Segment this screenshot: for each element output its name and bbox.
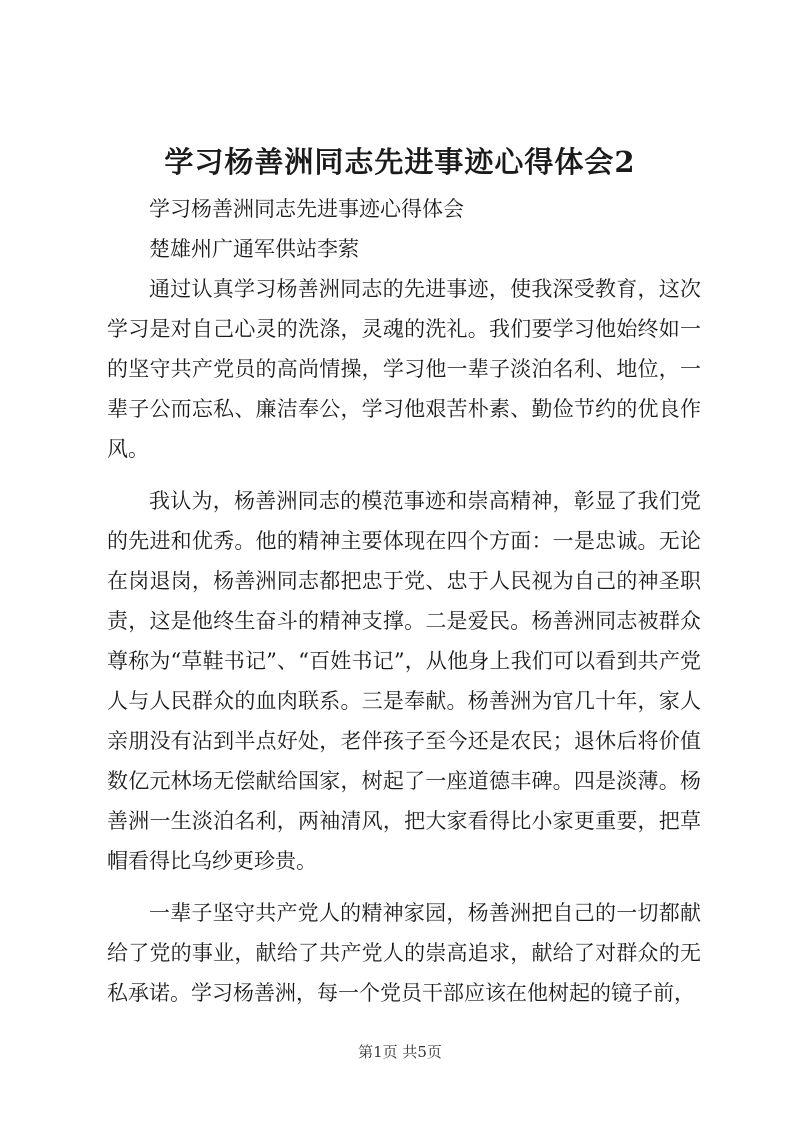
paragraph-3: 一辈子坚守共产党人的精神家园，杨善洲把自己的一切都献给了党的事业，献给了共产党人的崇高追求，献给了对群众的无私承诺。学习杨善洲，每一个党员干部应该在他树起的镜子前， (107, 901, 701, 1005)
subtitle-line: 学习杨善洲同志先进事迹心得体会 (149, 197, 464, 221)
document-body (107, 189, 701, 1013)
paragraph-2: 我认为，杨善洲同志的模范事迹和崇高精神，彰显了我们党的先进和优秀。他的精神主要体现在四个方面：一是忠诚。无论在岗退岗，杨善洲同志都把忠于党、忠于人民视为自己的神圣职责，这是他终生奋斗的精神支撑。二是爱民。杨善洲同志被群众尊称为“草鞋书记”、“百姓书记”，从他身上我们可以看到共产党人与人民群众的血肉联系。三是奉献。杨善洲为官几十年，家人亲朋没有沾到半点好处，老伴孩子至今还是农民；退休后将价值数亿元林场无偿献给国家，树起了一座道德丰碑。四是淡薄。杨善洲一生淡泊名利，两袖清风，把大家看得比小家更重要，把草帽看得比乌纱更珍贵。 (107, 489, 701, 873)
page-footer: 第1页 共5页 (358, 1043, 442, 1061)
document-title: 学习杨善洲同志先进事迹心得体会2 (164, 145, 636, 179)
author-line: 楚雄州广通军供站李萦 (149, 237, 359, 261)
paragraph-1: 通过认真学习杨善洲同志的先进事迹，使我深受教育，这次学习是对自己心灵的洗涤，灵魂的洗礼。我们要学习他始终如一的坚守共产党员的高尚情操，学习他一辈子淡泊名利、地位，一辈子公而忘私、廉洁奉公，学习他艰苦朴素、勤俭节约的优良作风。 (107, 277, 701, 461)
